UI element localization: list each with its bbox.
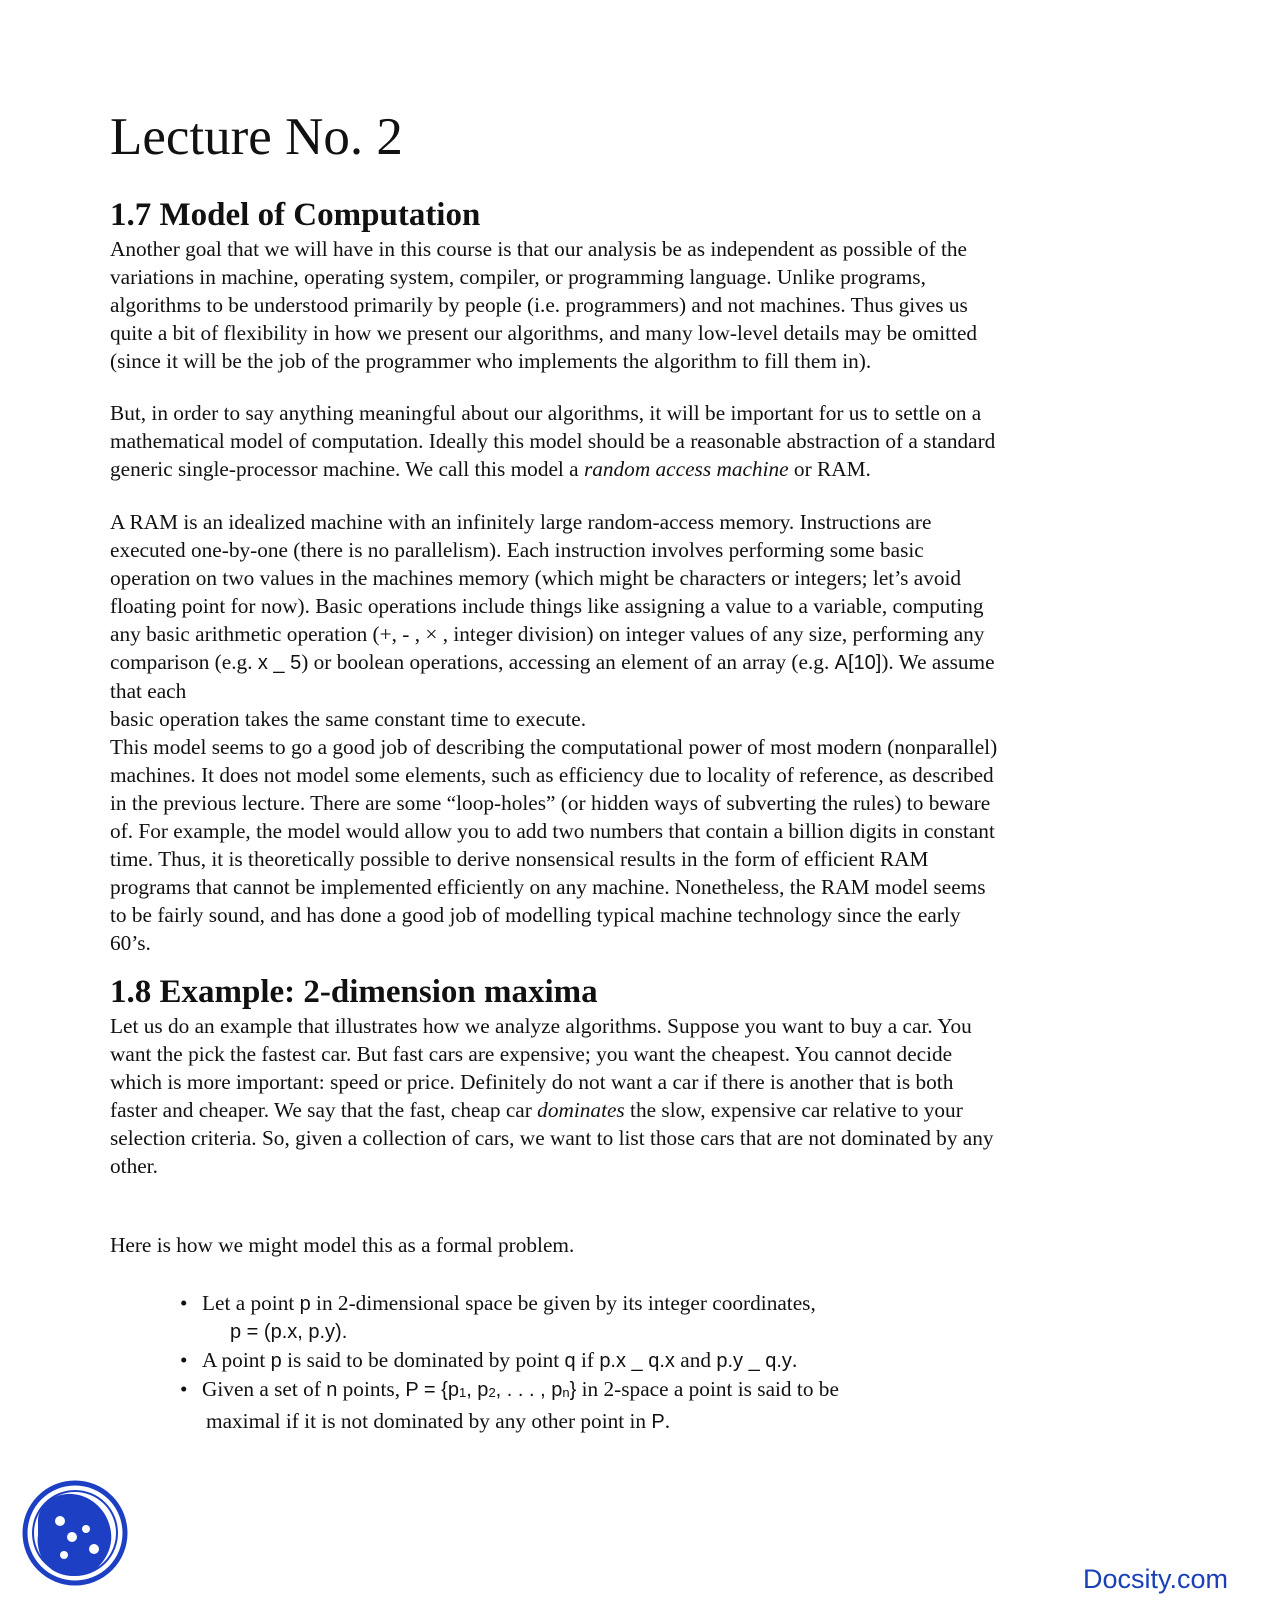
paragraph-ram-definition: [110, 508, 1140, 957]
list-item: • Given a set of n points, $P = \{p_1$, $p_2$, . . . , $p_n$} in 2-space a point is said to be maximal if it is not dominated by any other point in P.: [180, 1375, 1080, 1436]
text-line: variations in machine, operating system, compiler, or programming language. Unlike programs,: [110, 265, 926, 289]
text-line: other.: [110, 1154, 158, 1178]
point-formula: p = (p.x, p.y).: [230, 1321, 348, 1343]
text-line: selection criteria. So, given a collection of cars, we want to list those cars that are not dominated by any: [110, 1126, 994, 1150]
text-line: operation on two values in the machines memory (which might be characters or integers; let’s avoid: [110, 566, 962, 590]
code-comparison: x _ 5: [257, 652, 302, 674]
section-heading-model-of-computation: 1.7 Model of Computation: [110, 197, 481, 233]
list-item: • Let a point p in 2-dimensional space be given by its integer coordinates, p = (p.x, p.y).: [180, 1289, 1080, 1346]
text-line: basic operation takes the same constant time to execute.: [110, 707, 587, 731]
term-random-access-machine: random access machine: [583, 457, 789, 481]
text-line: comparison (e.g. x _ 5) or boolean operations, accessing an element of an array (e.g. A[10]). We assume: [110, 650, 995, 674]
text-line: This model seems to go a good job of describing the computational power of most modern (nonparallel): [110, 735, 998, 759]
text-line: mathematical model of computation. Ideally this model should be a reasonable abstraction of a standard: [110, 429, 996, 453]
text-line: floating point for now). Basic operations include things like assigning a value to a variable, computing: [110, 594, 984, 618]
text-line: want the pick the fastest car. But fast cars are expensive; you want the cheapest. You cannot decide: [110, 1042, 953, 1066]
paragraph-ram-intro: [110, 399, 1140, 483]
text-line: 60’s.: [110, 931, 151, 955]
text-line: generic single-processor machine. We call this model a random access machine or RAM.: [110, 457, 871, 481]
text-line: that each: [110, 679, 187, 703]
text-line: to be fairly sound, and has done a good job of modelling typical machine technology since the early: [110, 903, 961, 927]
text-line: of. For example, the model would allow you to add two numbers that contain a billion digits in constant: [110, 819, 995, 843]
text-line: any basic arithmetic operation (+, - , × , integer division) on integer values of any size, performing any: [110, 622, 985, 646]
text-line: Another goal that we will have in this course is that our analysis be as independent as possible of the: [110, 237, 968, 261]
text-line: in the previous lecture. There are some “loop-holes” (or hidden ways of subverting the rules) to beware: [110, 791, 991, 815]
text-line: algorithms to be understood primarily by people (i.e. programmers) and not machines. Thus gives us: [110, 293, 968, 317]
text-line: executed one-by-one (there is no parallelism). Each instruction involves performing some basic: [110, 538, 924, 562]
paragraph-formal-intro: Here is how we might model this as a formal problem.: [110, 1233, 575, 1257]
text-line: which is more important: speed or price. Definitely do not want a car if there is another that is both: [110, 1070, 954, 1094]
text-line: (since it will be the job of the programmer who implements the algorithm to fill them in).: [110, 349, 872, 373]
section-heading-2d-maxima: 1.8 Example: 2-dimension maxima: [110, 974, 598, 1010]
list-item: • A point p is said to be dominated by point q if p.x _ q.x and p.y _ q.y.: [180, 1346, 1080, 1375]
page-title: Lecture No. 2: [110, 108, 403, 166]
definition-list: [180, 1289, 1080, 1436]
term-dominates: dominates: [537, 1098, 625, 1122]
docsity-watermark[interactable]: Docsity.com: [1082, 1564, 1228, 1594]
docsity-logo-icon: [22, 1479, 128, 1587]
paragraph-car-example: [110, 1012, 1140, 1180]
paragraph-goal: [110, 235, 1140, 375]
text-line: Let us do an example that illustrates how we analyze algorithms. Suppose you want to buy a car. You: [110, 1014, 972, 1038]
text-line: machines. It does not model some elements, such as efficiency due to locality of reference, as described: [110, 763, 994, 787]
text-line: A RAM is an idealized machine with an infinitely large random-access memory. Instructions are: [110, 510, 932, 534]
code-array-access: A[10]: [834, 652, 882, 674]
text-line: time. Thus, it is theoretically possible to derive nonsensical results in the form of efficient RAM: [110, 847, 929, 871]
text-line: programs that cannot be implemented efficiently on any machine. Nonetheless, the RAM model seems: [110, 875, 986, 899]
text-line: faster and cheaper. We say that the fast, cheap car dominates the slow, expensive car relative to your: [110, 1098, 963, 1122]
text-line: quite a bit of flexibility in how we present our algorithms, and many low-level details may be omitted: [110, 321, 978, 345]
text-line: But, in order to say anything meaningful about our algorithms, it will be important for us to settle on a: [110, 401, 982, 425]
